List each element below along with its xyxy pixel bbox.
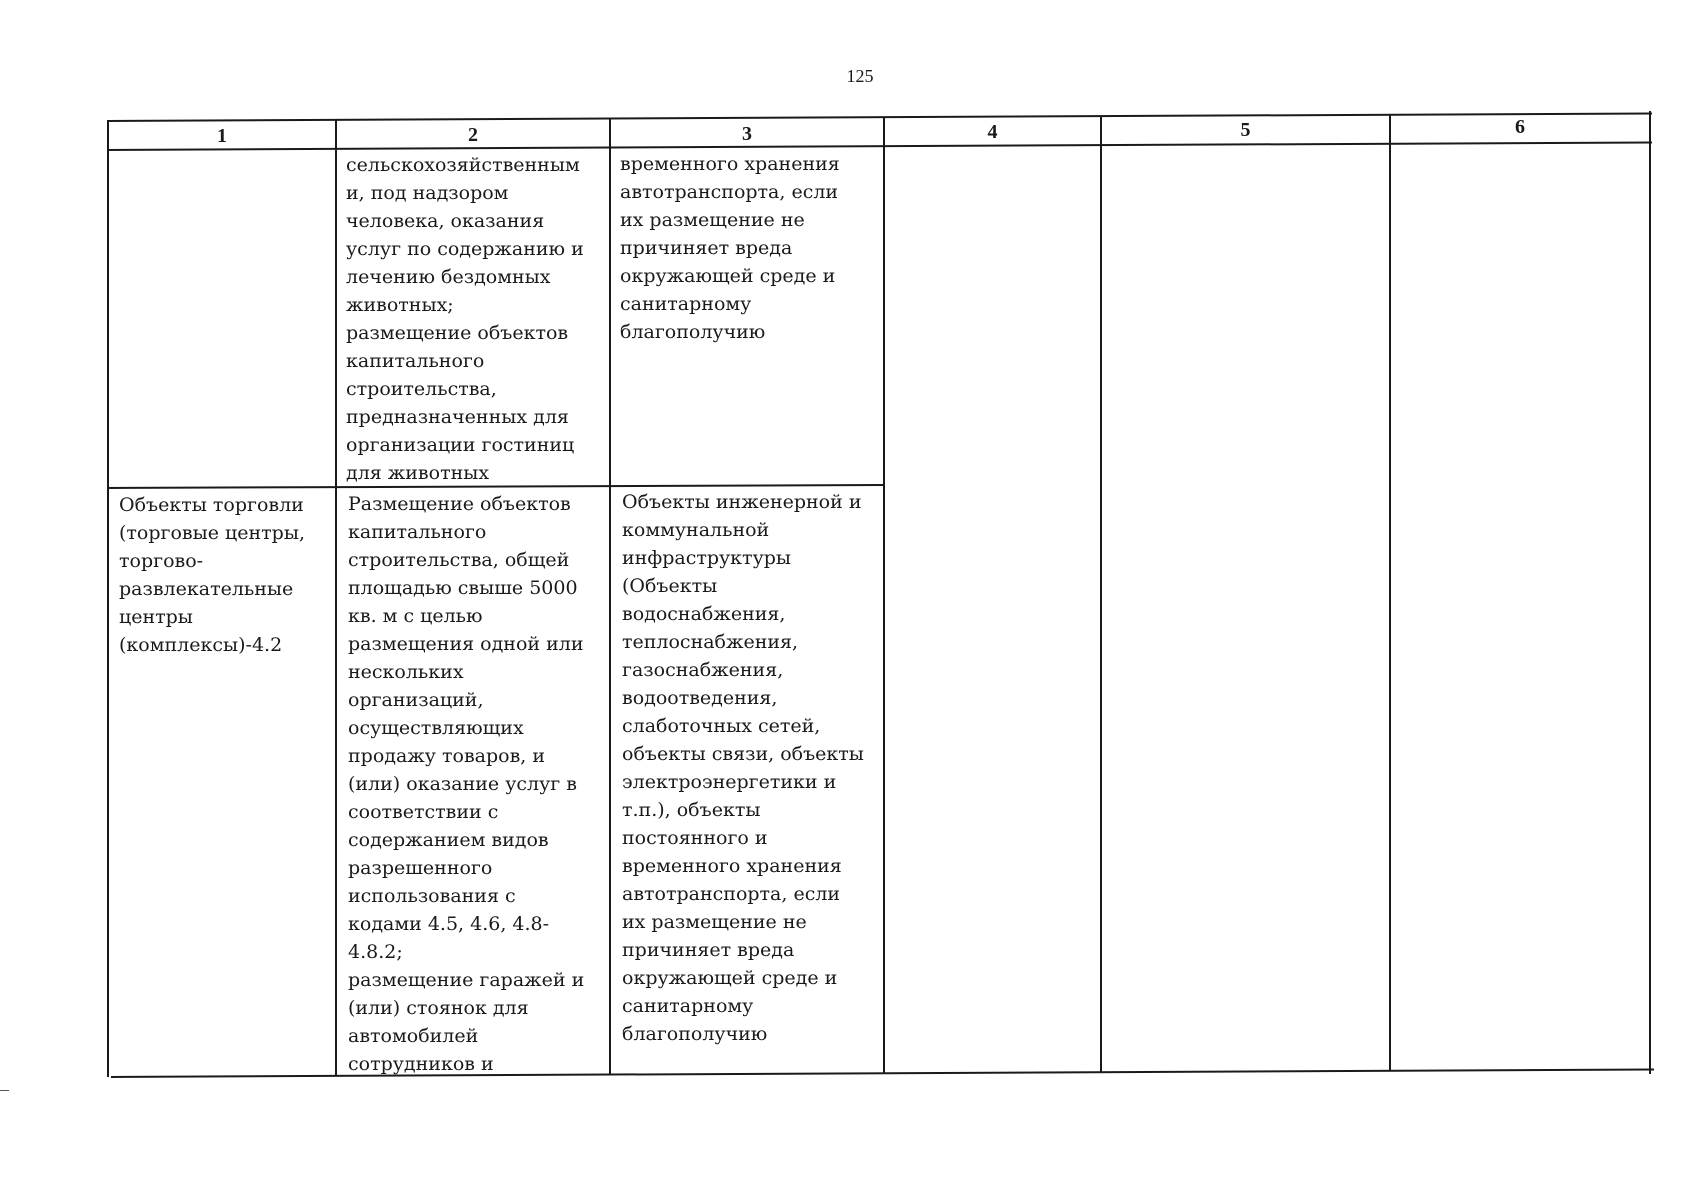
cell-text-line: продажу товаров, и [348, 745, 546, 767]
cell-text-line: размещения одной или [348, 633, 584, 655]
cell-text-line: (торговые центры, [119, 522, 305, 544]
row1-col2-cell [346, 151, 584, 487]
col-border-6 [1649, 111, 1651, 1074]
row2-col1-cell [119, 491, 305, 659]
cell-text-line: лечению бездомных [346, 266, 551, 288]
cell-text-line: строительства, [346, 378, 497, 400]
cell-text-line: (или) стоянок для [348, 997, 529, 1019]
col-border-3 [883, 118, 885, 1074]
header-col-1: 1 [217, 125, 227, 147]
col-border-2 [609, 119, 611, 1075]
col-border-4 [1100, 117, 1102, 1073]
cell-text-line: размещение гаражей и [348, 969, 585, 991]
cell-text-line: предназначенных для [346, 406, 569, 428]
cell-text-line: автотранспорта, если [622, 883, 841, 905]
cell-text-line: капитального [346, 350, 485, 372]
cell-text-line: слаботочных сетей, [622, 715, 821, 737]
cell-text-line: постоянного и [622, 827, 768, 849]
cell-text-line: человека, оказания [346, 210, 545, 232]
col-border-5 [1389, 115, 1391, 1071]
col-border-1 [335, 120, 337, 1076]
header-col-3: 3 [742, 123, 752, 145]
cell-text-line: т.п.), объекты [622, 799, 761, 821]
row1-col3-cell [620, 150, 840, 346]
cell-text-line: газоснабжения, [622, 659, 784, 681]
cell-text-line: услуг по содержанию и [346, 238, 584, 260]
cell-text-line: сотрудников и [348, 1053, 494, 1075]
cell-text-line: размещение объектов [346, 322, 569, 344]
cell-text-line: их размещение не [620, 209, 805, 231]
cell-text-line: и, под надзором [346, 182, 509, 204]
header-col-4: 4 [987, 121, 998, 143]
cell-text-line: площадью свыше 5000 [348, 577, 578, 599]
header-col-2: 2 [468, 124, 478, 146]
cell-text-line: кв. м с целью [348, 605, 483, 627]
cell-text-line: их размещение не [622, 911, 807, 933]
cell-text-line: инфраструктуры [622, 547, 792, 569]
cell-text-line: развлекательные [119, 578, 294, 600]
cell-text-line: санитарному [620, 293, 752, 315]
cell-text-line: коммунальной [622, 519, 770, 541]
cell-text-line: (комплексы)-4.2 [119, 634, 283, 656]
cell-text-line: электроэнергетики и [622, 771, 837, 793]
cell-text-line: автомобилей [348, 1025, 479, 1047]
cell-text-line: теплоснабжения, [622, 631, 799, 653]
cell-text-line: водоснабжения, [622, 603, 786, 625]
cell-text-line: временного хранения [620, 153, 840, 175]
cell-text-line: 4.8.2; [348, 941, 403, 963]
cell-text-line: временного хранения [622, 855, 842, 877]
cell-text-line: соответствии с [348, 801, 499, 823]
cell-text-line: строительства, общей [348, 549, 570, 571]
cell-text-line: благополучию [620, 321, 766, 343]
cell-text-line: автотранспорта, если [620, 181, 839, 203]
col-border-0 [107, 121, 109, 1077]
cell-text-line: разрешенного [348, 857, 493, 879]
cell-text-line: кодами 4.5, 4.6, 4.8- [348, 913, 550, 935]
cell-text-line: осуществляющих [348, 717, 524, 739]
row2-col3-cell [622, 488, 864, 1048]
cell-text-line: объекты связи, объекты [622, 743, 864, 765]
cell-text-line: содержанием видов [348, 829, 549, 851]
cell-text-line: причиняет вреда [622, 939, 795, 961]
cell-text-line: центры [119, 606, 193, 628]
cell-text-line: (или) оказание услуг в [348, 773, 577, 795]
cell-text-line: для животных [346, 462, 490, 484]
cell-text-line: капитального [348, 521, 487, 543]
cell-text-line: организации гостиниц [346, 434, 575, 456]
cell-text-line: сельскохозяйственным [346, 154, 580, 176]
cell-text-line: санитарному [622, 995, 754, 1017]
cell-text-line: торгово- [119, 550, 204, 572]
cell-text-line: водоотведения, [622, 687, 778, 709]
cell-text-line: окружающей среде и [622, 967, 838, 989]
cell-text-line: организаций, [348, 689, 484, 711]
cell-text-line: (Объекты [622, 575, 718, 597]
cell-text-line: окружающей среде и [620, 265, 836, 287]
cell-text-line: Размещение объектов [348, 493, 571, 515]
header-col-6: 6 [1515, 116, 1525, 138]
cell-text-line: благополучию [622, 1023, 768, 1045]
header-col-5: 5 [1240, 119, 1251, 141]
row2-col2-cell [348, 490, 584, 1078]
cell-text-line: использования с [348, 885, 516, 907]
cell-text-line: причиняет вреда [620, 237, 793, 259]
cell-text-line: нескольких [348, 661, 464, 683]
cell-text-line: Объекты торговли [119, 494, 304, 516]
cell-text-line: Объекты инженерной и [622, 491, 862, 513]
page-number: 125 [846, 66, 874, 86]
cell-text-line: животных; [346, 294, 454, 316]
